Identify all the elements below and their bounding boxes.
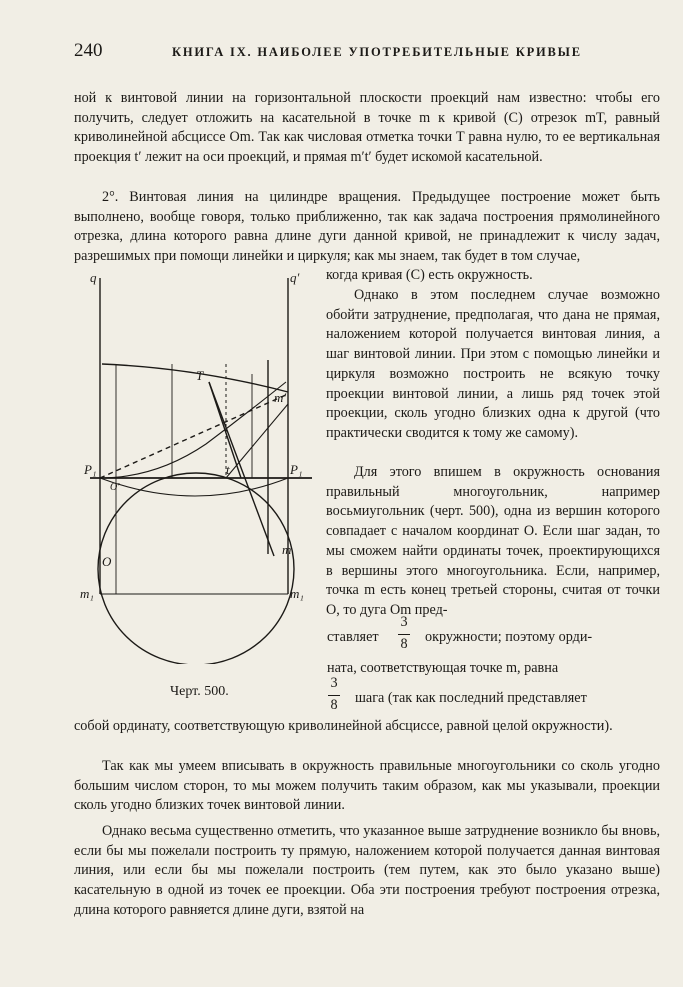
tangent-dashed — [100, 394, 288, 478]
paragraph-1: ной к винтовой линии на горизонтальной плоскости проекций нам известно: чтобы его получить, следует отложить на касательной в точке m к кривой (C) отрезок mT, равный криволинейной абсциссе Om. Так как числовая отметка точки T равна нулю, то ее вертикальная проекция t′ лежит на оси проекций, и прямая m′t′ будет искомой касательной. — [74, 90, 660, 166]
paragraph-2: 2°. Винтовая линия на цилиндре вращения. Предыдущее построение может быть выполнено, вообще говоря, только приближенно, так как задача построения прямолинейного отрезка, длина которого равна длине дуги данной кривой, не принадлежит к числу задач, разрешимых при помощи линейки и циркуля; как мы знаем, так будет в том случае, — [74, 189, 660, 265]
running-head: КНИГА IX. НАИБОЛЕЕ УПОТРЕБИТЕЛЬНЫЕ КРИВЫЕ — [172, 45, 582, 59]
upper-curve — [102, 364, 288, 392]
paragraph-3: Однако в этом последнем случае возможно обойти затруднение, предполагая, что дана не прямая, наложением которой получается винтовая линия, а шаг винтовой линии. При этом с помощью линейки и циркуля возможно построить не всякую точку проекции винтовой линии, а лишь ряд точек этой проекции, сколь угодно близких одна к другой (что практически сводится к тому же самому). — [326, 287, 660, 441]
paragraph-5: Так как мы умеем вписывать в окружность правильные многоугольники со сколь угодно большим числом сторон, то мы можем получить таким образом, как мы указывали, проекции сколь угодно близких точек винтовой линии. — [74, 758, 660, 814]
paragraph-4: Для этого впишем в окружность основания правильный многоугольник, например восьмиугольник (черт. 500), одна из вершин которого совпадает с началом координат O. Если шаг задан, то мы сможем найти ординаты точек, проектирующихся в вершины этого многоугольника. Если, например, точка m есть конец третьей стороны, считая от точки O, то дуга Om пред- — [326, 464, 660, 618]
figure-caption: Черт. 500. — [170, 684, 229, 699]
paragraph-4-tail: собой ординату, соответствующую криволинейной абсциссе, равной целой окружности). — [74, 718, 613, 734]
label-m-prime: m′ — [274, 390, 287, 405]
fraction-line-1-a: ставляет — [327, 629, 379, 645]
label-m: m — [282, 542, 292, 557]
tangent-line — [226, 404, 288, 478]
figure-500 — [76, 264, 322, 664]
label-t: t — [226, 462, 230, 477]
helix-projection — [100, 382, 286, 478]
fraction-line-2: ната, соответствующая точке m, равна — [327, 660, 559, 676]
fraction-1-bar — [398, 634, 410, 635]
fraction-line-1-b: окружности; поэтому орди- — [425, 629, 593, 645]
paragraph-6: Однако весьма существенно отметить, что указанное выше затруднение возникло бы вновь, если бы мы пожелали построить ту прямую, наложением которой получается данная винтовая линия, или если бы мы пожелали построить (тем путем, как это было указано выше) касательную в одной из точек ее проекции. Оба эти построения требуют построения отрезка, длина которого равняется длине дуги, взятой на — [74, 823, 660, 918]
label-P-left: P₁ — [84, 462, 97, 477]
label-q: q — [90, 270, 97, 285]
page-header — [74, 40, 660, 64]
plan-ellipse — [100, 478, 288, 496]
fraction-2-denominator: 8 — [330, 697, 338, 713]
label-O: O — [102, 554, 112, 569]
label-m-left: m₁ — [80, 586, 94, 601]
fraction-1-denominator: 8 — [400, 636, 408, 652]
label-P-right: P₁ — [290, 462, 303, 477]
label-O-prime: O′ — [110, 482, 120, 493]
paragraph-2-end: когда кривая (C) есть окружность. — [326, 267, 533, 283]
fraction-2-bar — [328, 695, 340, 696]
fraction-1-numerator: 3 — [400, 614, 408, 630]
T-to-m-line — [209, 382, 274, 556]
label-m-right: m₁ — [290, 586, 304, 601]
base-circle — [98, 473, 294, 664]
label-T: T — [196, 368, 204, 383]
page-number: 240 — [74, 40, 103, 61]
fraction-2-numerator: 3 — [330, 675, 338, 691]
label-q-prime: q′ — [290, 270, 300, 285]
fraction-line-3: шага (так как последний представляет — [355, 690, 587, 706]
